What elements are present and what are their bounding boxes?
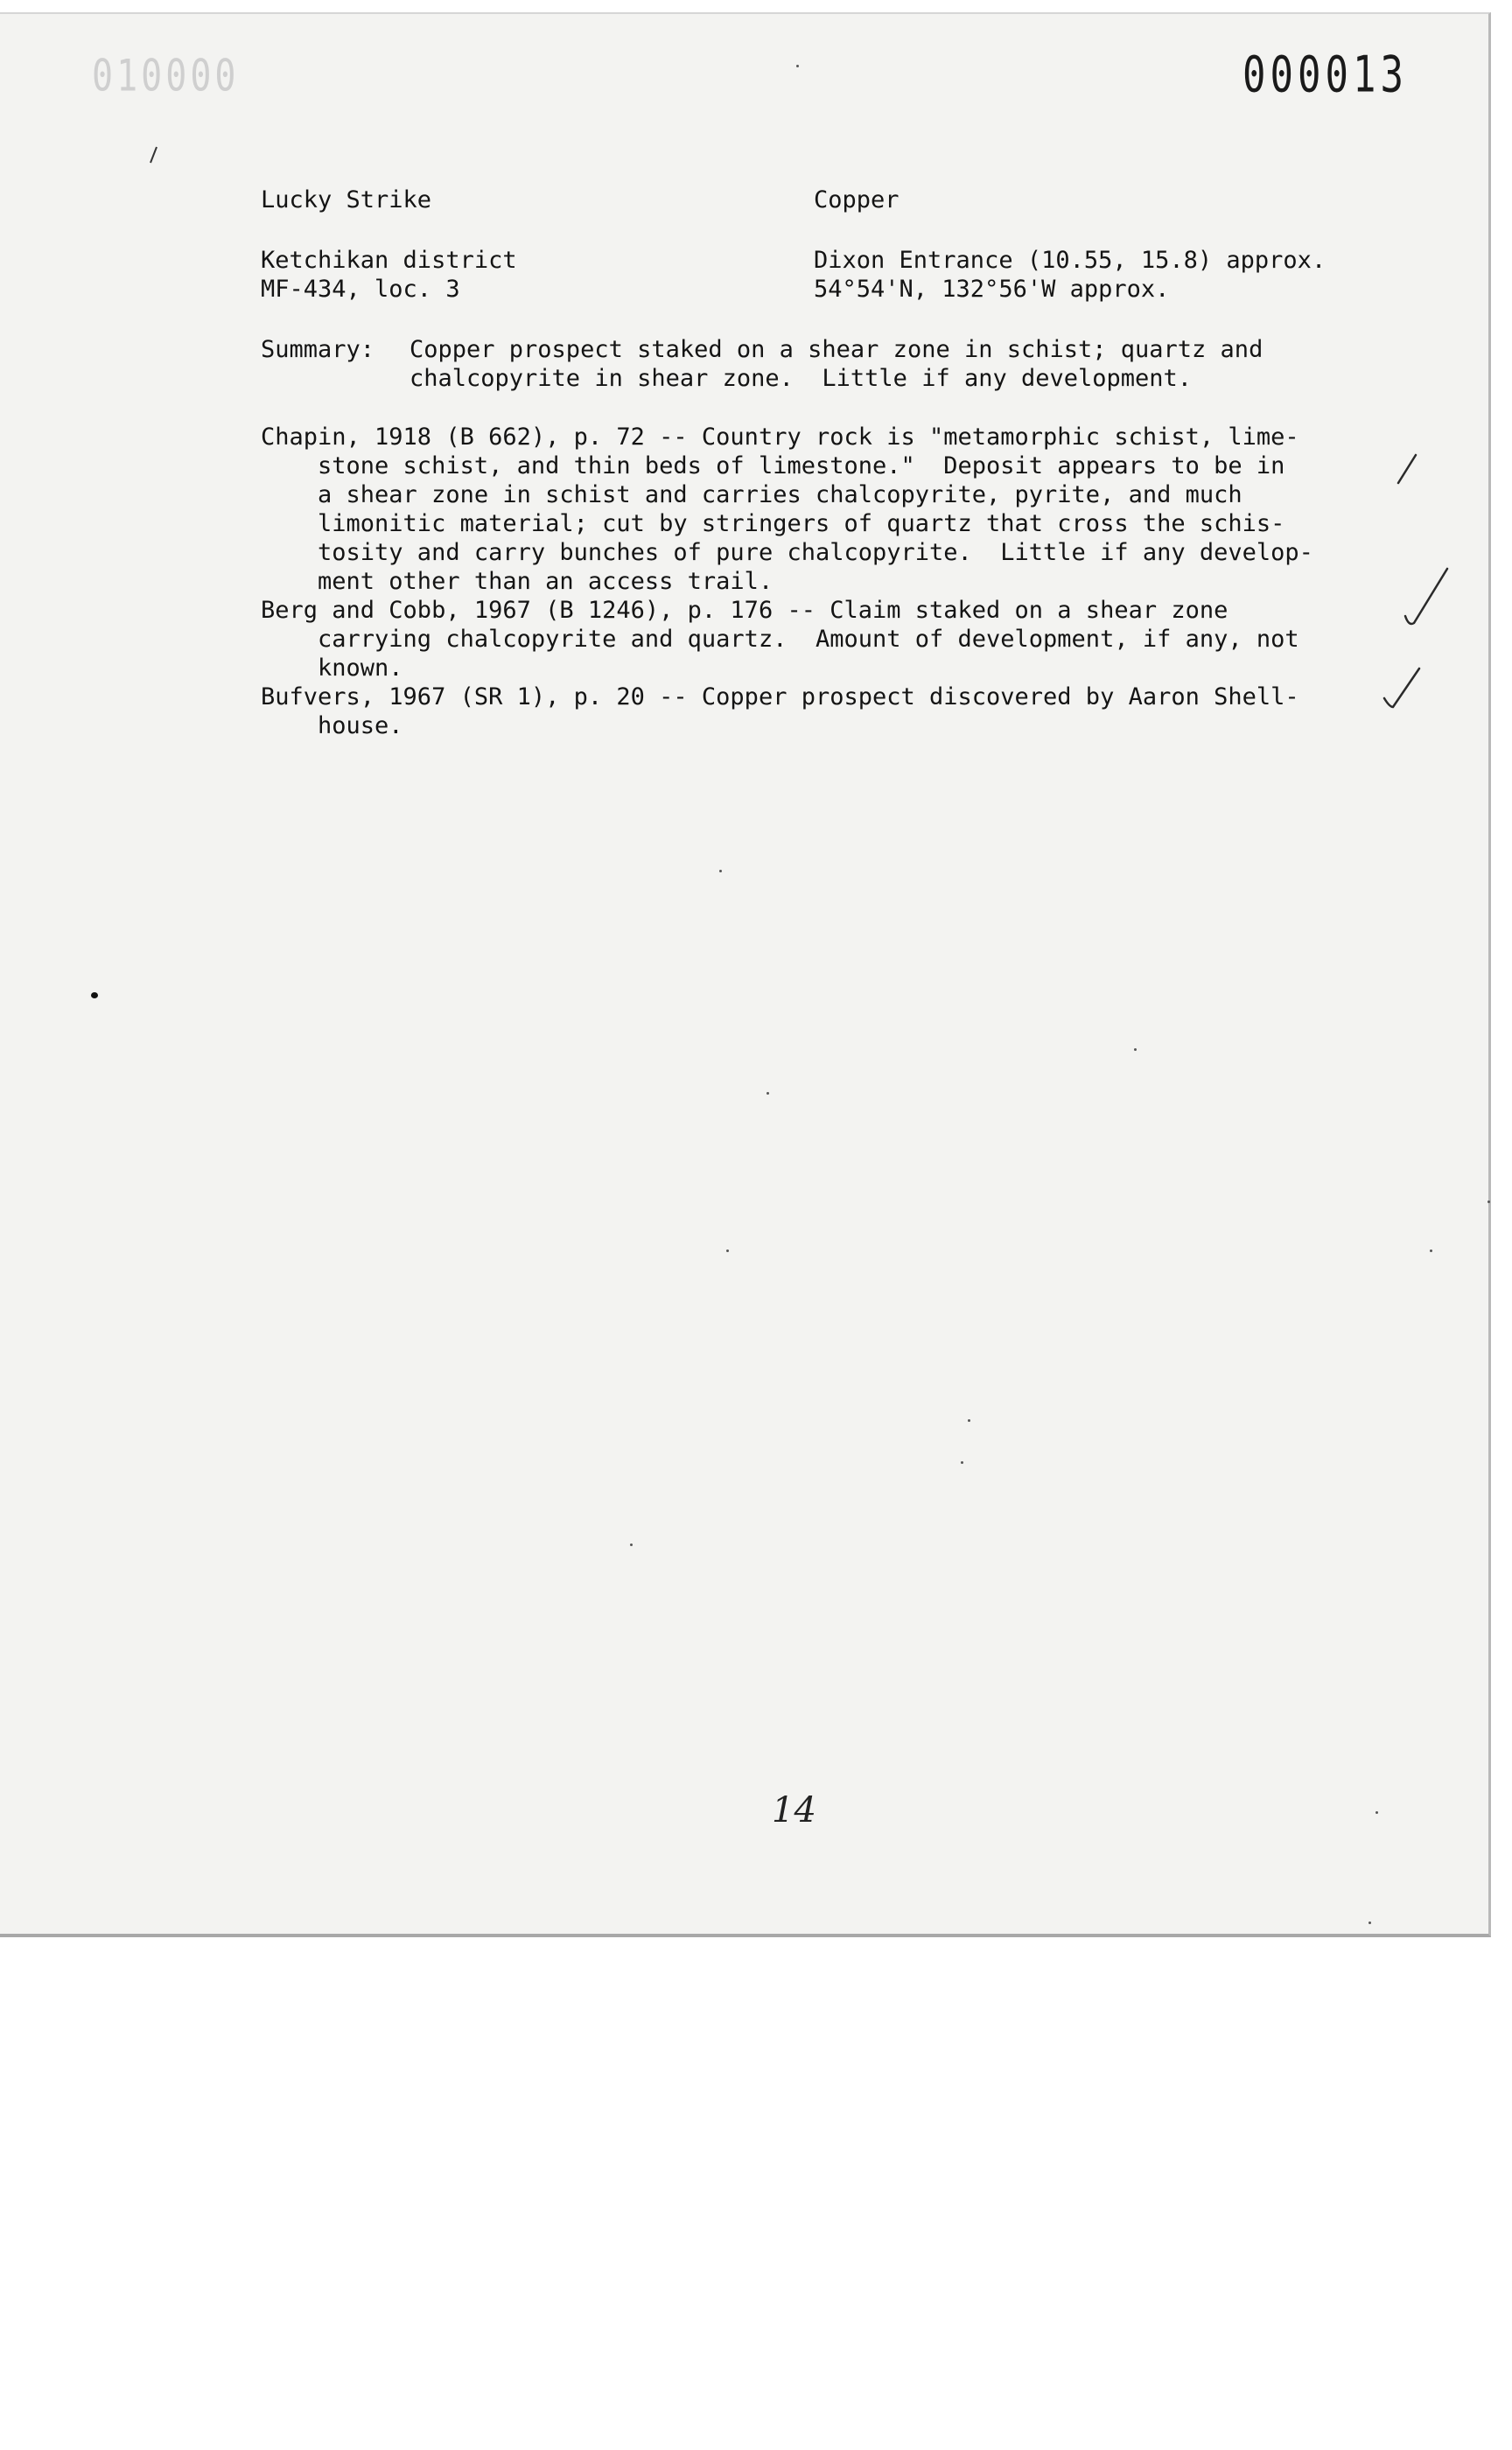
reference-chapin-line: limonitic material; cut by stringers of quartz that cross the schis-: [261, 510, 1285, 537]
faded-stamp-number: 010000: [92, 51, 240, 102]
reference-berg-cobb-line: known.: [261, 654, 403, 682]
scan-speck: [630, 1544, 633, 1546]
reference-bufvers-line: Bufvers, 1967 (SR 1), p. 20 -- Copper prospect discovered by Aaron Shell-: [261, 683, 1299, 710]
scan-speck: [961, 1461, 963, 1464]
check-mark-icon: [1400, 564, 1452, 634]
summary-line: Copper prospect staked on a shear zone in schist; quartz and: [410, 336, 1264, 363]
coordinates: 54°54'N, 132°56'W approx.: [814, 276, 1170, 303]
scan-speck: [1134, 1048, 1137, 1051]
commodity: Copper: [814, 186, 900, 214]
district: Ketchikan district: [261, 247, 517, 274]
reference-chapin-line: ment other than an access trail.: [261, 568, 774, 595]
document-number-stamp: 000013: [1242, 46, 1408, 104]
scan-speck: [1430, 1250, 1432, 1252]
scan-speck: [719, 870, 722, 872]
scan-speck: [1376, 1811, 1378, 1814]
check-mark-icon: [1393, 452, 1419, 486]
scan-speck: [1368, 1922, 1371, 1924]
scanned-page: [0, 12, 1491, 1937]
summary-label: Summary:: [261, 336, 375, 363]
reference-chapin-line: Chapin, 1918 (B 662), p. 72 -- Country rock is "metamorphic schist, lime-: [261, 424, 1299, 451]
quadrangle: Dixon Entrance (10.55, 15.8) approx.: [814, 247, 1326, 274]
scan-speck: [766, 1092, 769, 1095]
scan-speck: [726, 1250, 729, 1252]
scan-speck: [91, 992, 98, 998]
reference-chapin-line: a shear zone in schist and carries chalcopyrite, pyrite, and much: [261, 481, 1242, 508]
scan-speck: [796, 65, 799, 67]
pen-tick-mark: [147, 145, 159, 164]
reference-berg-cobb-line: Berg and Cobb, 1967 (B 1246), p. 176 -- Claim staked on a shear zone: [261, 597, 1228, 624]
map-reference: MF-434, loc. 3: [261, 276, 460, 303]
summary-line: chalcopyrite in shear zone. Little if any development.: [410, 365, 1193, 392]
reference-berg-cobb-line: carrying chalcopyrite and quartz. Amount of development, if any, not: [261, 626, 1299, 653]
reference-chapin-line: tosity and carry bunches of pure chalcopyrite. Little if any develop-: [261, 539, 1313, 566]
reference-chapin-line: stone schist, and thin beds of limestone." Deposit appears to be in: [261, 452, 1285, 480]
property-name: Lucky Strike: [261, 186, 432, 214]
handwritten-page-number: 14: [772, 1790, 816, 1830]
scan-speck: [1488, 1200, 1490, 1203]
reference-bufvers-line: house.: [261, 712, 403, 739]
scan-speck: [968, 1419, 970, 1422]
check-mark-icon: [1381, 663, 1424, 716]
